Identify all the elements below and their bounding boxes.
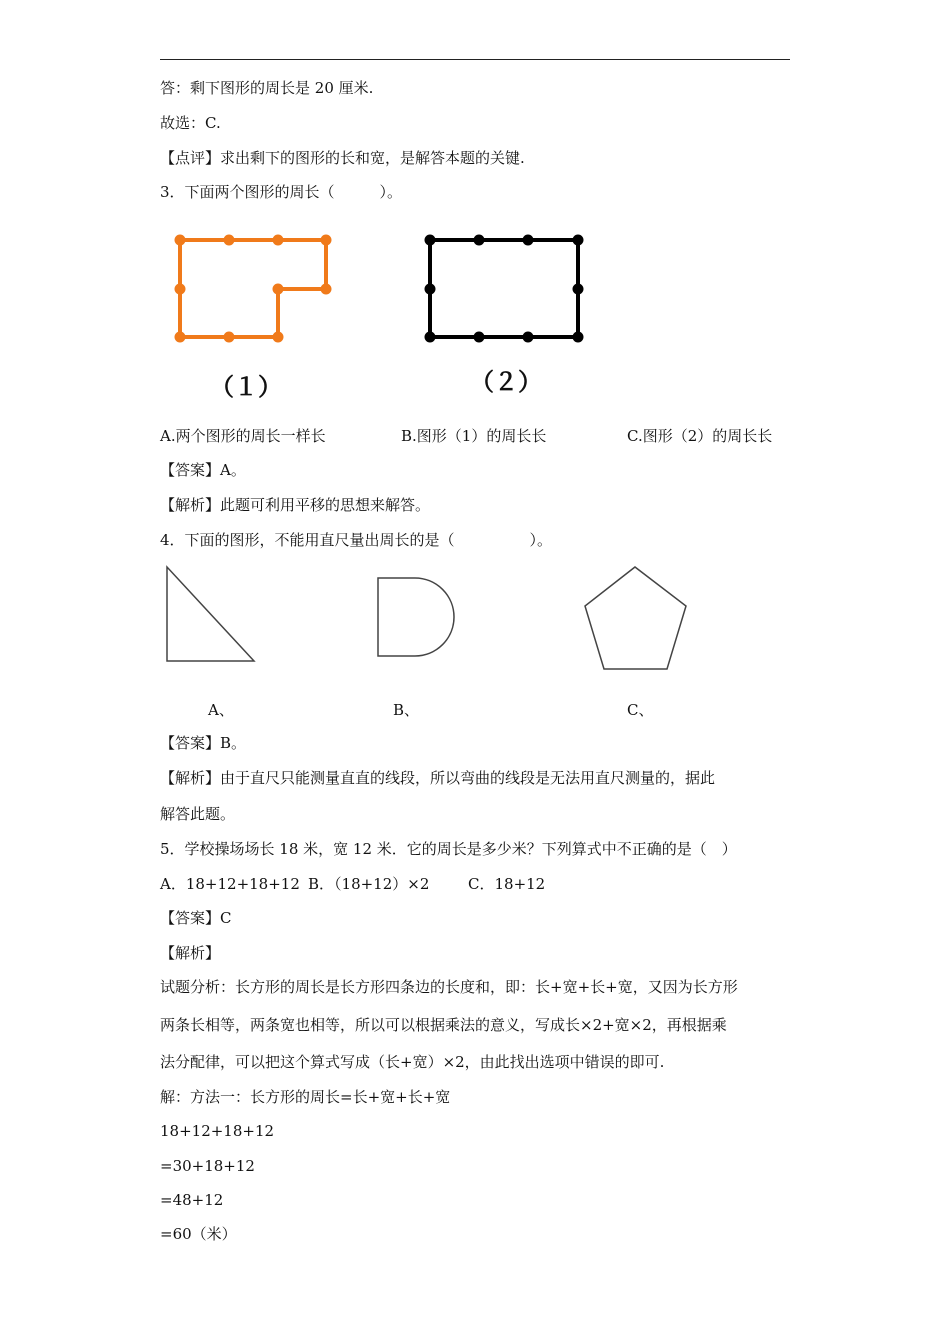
q5-analysis-head: 【解析】 xyxy=(160,944,221,962)
q5-stem: 5．学校操场场长 18 米，宽 12 米．它的周长是多少米？下列算式中不正确的是（ ） xyxy=(160,840,737,858)
q5-solution-line: 解：方法一：长方形的周长=长+宽+长+宽 xyxy=(160,1088,451,1106)
q5-solution-line: =60（米） xyxy=(160,1225,237,1243)
q5-answer: 【答案】C xyxy=(160,909,232,927)
q4-label-c: C、 xyxy=(627,701,654,719)
q2-answer: 答：剩下图形的周长是 20 厘米. xyxy=(160,79,374,97)
q5-solution-line: 18+12+18+12 xyxy=(160,1122,275,1140)
q4-analysis-line2: 解答此题。 xyxy=(160,805,236,823)
q4-analysis-line1: 【解析】由于直尺只能测量直直的线段，所以弯曲的线段是无法用直尺测量的，据此 xyxy=(160,769,716,787)
q4-answer: 【答案】B。 xyxy=(160,734,247,752)
q4-triangle-shape xyxy=(167,567,254,661)
q4-label-b: B、 xyxy=(393,701,420,719)
q2-choice: 故选：C. xyxy=(160,114,221,132)
q3-stem: 3．下面两个图形的周长（ ）。 xyxy=(160,183,403,201)
q5-option-c: C．18+12 xyxy=(468,875,546,893)
q5-solution-line: =48+12 xyxy=(160,1191,224,1209)
q3-answer: 【答案】A。 xyxy=(160,461,246,479)
q3-option-b: B.图形（1）的周长长 xyxy=(401,427,547,445)
q4-label-a: A、 xyxy=(208,701,234,719)
q3-option-a: A.两个图形的周长一样长 xyxy=(160,427,326,445)
q5-analysis-line: 两条长相等，两条宽也相等，所以可以根据乘法的意义，写成长×2+宽×2，再根据乘 xyxy=(160,1016,727,1034)
q3-figure1-shape xyxy=(175,235,331,342)
q3-option-c: C.图形（2）的周长长 xyxy=(627,427,773,445)
q2-comment: 【点评】求出剩下的图形的长和宽，是解答本题的关键. xyxy=(160,149,525,167)
q4-semicircle-shape xyxy=(378,578,454,656)
q5-option-b: B．（18+12）×2 xyxy=(308,875,430,893)
q3-analysis: 【解析】此题可利用平移的思想来解答。 xyxy=(160,496,431,514)
q5-analysis-line: 试题分析：长方形的周长是长方形四条边的长度和，即：长+宽+长+宽，又因为长方形 xyxy=(160,978,738,996)
q3-figure2-shape xyxy=(425,235,583,342)
q5-solution-line: =30+18+12 xyxy=(160,1157,255,1175)
q5-analysis-line: 法分配律，可以把这个算式写成（长+宽）×2，由此找出选项中错误的即可. xyxy=(160,1053,665,1071)
q3-figure2-label: （２） xyxy=(470,368,542,396)
q5-option-a: A．18+12+18+12 xyxy=(160,875,300,893)
q4-stem: 4．下面的图形，不能用直尺量出周长的是（ ）。 xyxy=(160,531,553,549)
q3-figure1-label: （１） xyxy=(210,373,282,401)
q4-pentagon-shape xyxy=(585,567,686,669)
